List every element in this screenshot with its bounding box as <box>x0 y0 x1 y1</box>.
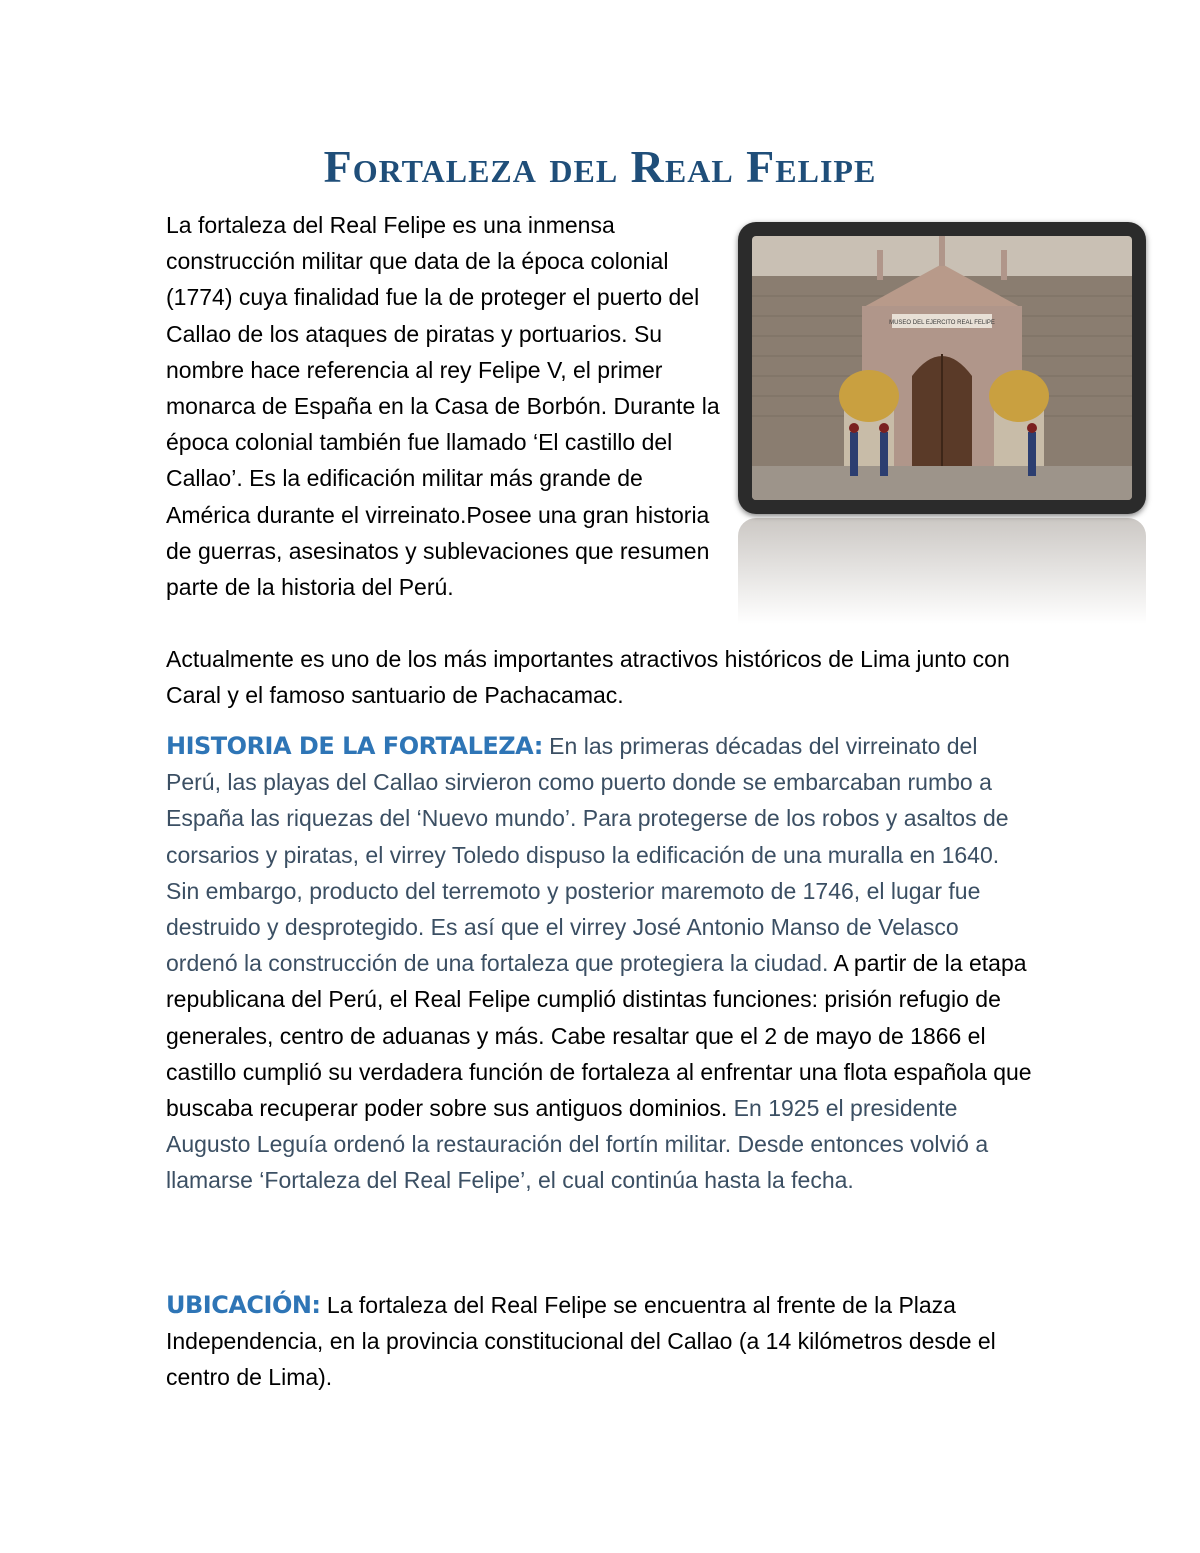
ubicacion-paragraph <box>166 1287 1036 1396</box>
historia-paragraph <box>166 728 1036 1199</box>
historia-text-black: A partir de la etapa republicana del Perú, el Real Felipe cumplió distintas funciones: prisión refugio de generales, centro de aduanas y más. Cabe resaltar que el 2 de mayo de 1866 el castillo cumplió su verdadera función de fortaleza al enfrentar una flota española que buscaba recuperar poder sobre sus antiguos dominios. <box>166 950 1032 1122</box>
historia-heading: HISTORIA DE LA FORTALEZA: <box>166 732 543 760</box>
historia-text-blue-end: En 1925 el presidente Augusto Leguía ordenó la restauración del fortín militar. Desde entonces volvió a llamarse ‘Fortaleza del Real Felipe’, el cual continúa hasta la fecha. <box>166 1095 989 1194</box>
intro-tail-paragraph: Actualmente es uno de los más importantes atractivos históricos de Lima junto con Caral y el famoso santuario de Pachacamac. <box>166 646 1010 709</box>
historia-text-blue: En las primeras décadas del virreinato del Perú, las playas del Callao sirvieron como puerto donde se embarcaban rumbo a España las riquezas del ‘Nuevo mundo’. Para protegerse de los robos y asaltos de corsarios y piratas, el virrey Toledo dispuso la edificación de una muralla en 1640. Sin embargo, producto del terremoto y posterior maremoto de 1746, el lugar fue destruido y desprotegido. Es así que el virrey José Antonio Manso de Velasco ordenó la construcción de una fortaleza que protegiera la ciudad. <box>166 733 1009 977</box>
photo-reflection <box>738 518 1146 630</box>
plaque-text: MUSEO DEL EJERCITO REAL FELIPE <box>889 320 995 326</box>
ubicacion-heading: UBICACIÓN: <box>166 1291 321 1319</box>
intro-paragraph: La fortaleza del Real Felipe es una inmensa construcción militar que data de la época colonial (1774) cuya finalidad fue la de proteger el puerto del Callao de los ataques de piratas y portuarios. Su nombre hace referencia al rey Felipe V, el primer monarca de España en la Casa de Borbón. Durante la época colonial también fue llamado ‘El castillo del Callao’. Es la edificación militar más grande de América durante el virreinato.Posee una gran historia de guerras, asesinatos y sublevaciones que resumen parte de la historia del Perú. <box>166 212 720 601</box>
fortress-photo <box>738 222 1146 514</box>
page-title: Fortaleza del Real Felipe <box>323 141 877 192</box>
ubicacion-text: La fortaleza del Real Felipe se encuentra al frente de la Plaza Independencia, en la provincia constitucional del Callao (a 14 kilómetros desde el centro de Lima). <box>166 1292 996 1391</box>
